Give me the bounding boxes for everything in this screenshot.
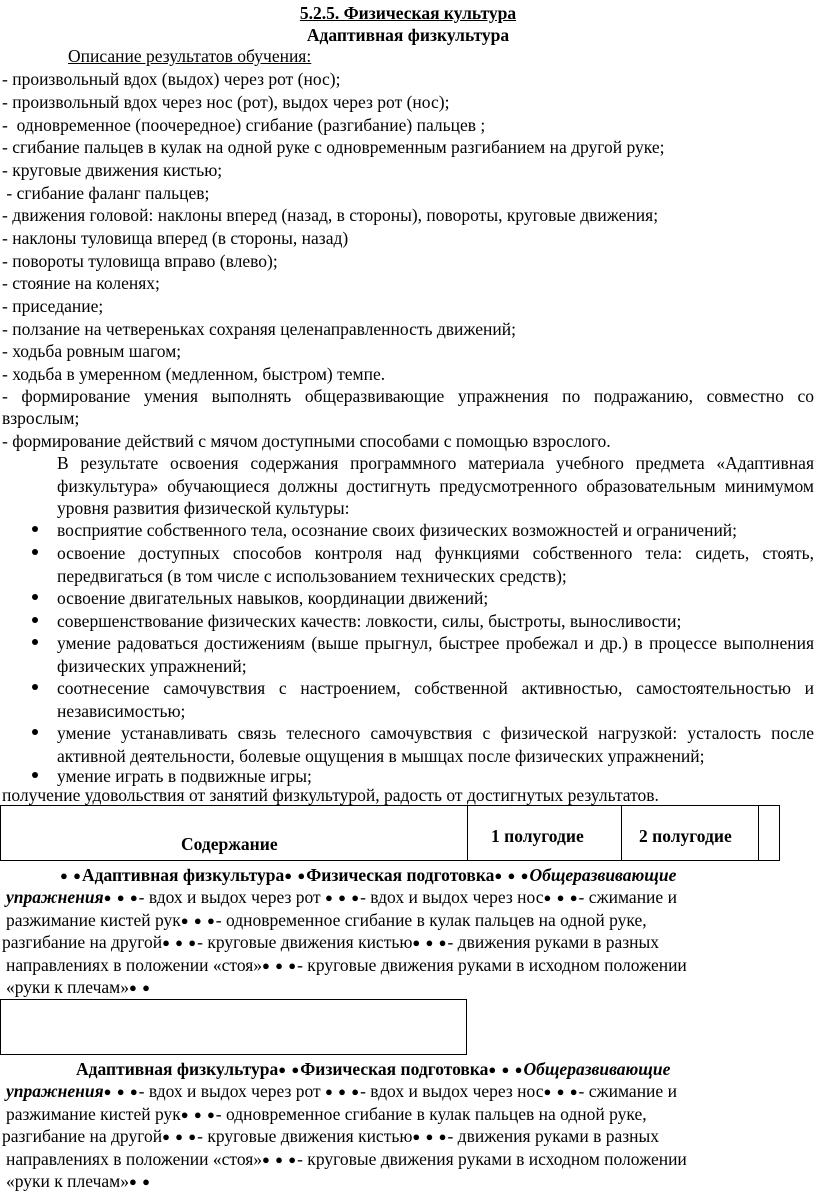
section-title: 5.2.5. Физическая культура (299, 3, 517, 23)
list-item: - ходьба в умеренном (медленном, быстром) темпе. (2, 364, 386, 384)
list-item: - наклоны туловища вперед (в стороны, назад) (2, 228, 349, 248)
bullet-item: восприятие собственного тела, осознание своих физических возможностей и ограничений; (32, 519, 816, 542)
results-paragraph: В результате освоения содержания программного материала учебного предмета «Адаптивная физкультура» обучающиеся должны достигнуть предусмотренного образовательным минимумом уровня развития физической культуры: (57, 453, 814, 518)
bullet-icon (32, 639, 38, 645)
content-table-header (0, 805, 780, 861)
list-item: - стояние на коленях; (2, 273, 160, 293)
list-item: - одновременное (поочередное) сгибание (разгибание) пальцев ; (2, 115, 486, 135)
bullet-item: совершенствование физических качеств: ловкости, силы, быстроты, выносливости; (32, 610, 816, 633)
column-header-half-1: 1 полугодие (491, 826, 584, 846)
bullet-item: умение играть в подвижные игры; (32, 765, 816, 788)
list-item: - произвольный вдох (выдох) через рот (нос); (2, 69, 341, 89)
bullet-item: освоение двигательных навыков, координации движений; (32, 587, 816, 610)
bullet-icon (32, 684, 38, 690)
bullet-icon (32, 594, 38, 600)
bullet-icon (32, 526, 38, 532)
list-item: - сгибание пальцев в кулак на одной руке с одновременным разгибанием на другой руке; (2, 137, 665, 157)
table-divider (467, 806, 468, 860)
bullet-item: освоение доступных способов контроля над функциями собственного тела: сидеть, стоять, передвигаться (в том числе с использованием технических средств); (32, 542, 816, 588)
list-item-continuation: взрослым; (2, 408, 80, 428)
bullet-icon (32, 729, 38, 735)
bullet-icon (32, 617, 38, 623)
list-item: - формирование действий с мячом доступными способами с помощью взрослого. (2, 431, 611, 451)
bullet-icon (32, 772, 38, 778)
column-header-half-2: 2 полугодие (639, 826, 732, 846)
list-item: - произвольный вдох через нос (рот), выдох через рот (нос); (2, 92, 450, 112)
column-header-content: Содержание (181, 834, 278, 854)
closing-line: получение удовольствия от занятий физкультурой, радость от достигнутых результатов. (2, 785, 659, 805)
results-heading: Описание результатов обучения: (68, 46, 312, 66)
subject-subtitle: Адаптивная физкультура (306, 25, 510, 45)
bullet-icon (32, 549, 38, 555)
list-item: - повороты туловища вправо (влево); (2, 251, 278, 271)
list-item: - формирование умения выполнять общеразвивающие упражнения по подражанию, совместно со (2, 386, 814, 406)
empty-table-cell (0, 999, 467, 1055)
list-item: - приседание; (2, 296, 104, 316)
table-divider (621, 806, 622, 860)
list-item: - движения головой: наклоны вперед (назад, в стороны), повороты, круговые движения; (2, 205, 659, 225)
document-page: 5.2.5. Физическая культура Адаптивная физкультура Описание результатов обучения: - произвольный вдох (выдох) через рот (нос); - произвольный вдох через нос (рот), выдох через рот (нос); - одновременное (поочередное) сгибание (разгибание) пальцев ; - сгибание пальцев в кулак на одной руке с одновременным разгибанием на другой руке; - круговые движения кистью; - сгибание фаланг пальцев; - движения головой: наклоны вперед (назад, в стороны), повороты, круговые движения; - наклоны туловища вперед (в стороны, назад) - повороты туловища вправо (влево); - стояние на коленях; - приседание; - ползание на четвереньках сохраняя целенаправленность движений; - ходьба ровным шагом; - ходьба в умеренном (медленном, быстром) темпе. - формирование умения выполнять общеразвивающие упражнения по подражанию, совместно со взрослым; - формирование действий с мячом доступными способами с помощью взрослого. В результате освоения содержания программного материала учебного предмета «Адаптивная физкультура» обучающиеся должны достигнуть предусмотренного образовательным минимумом уровня развития физической культуры: восприятие собственного тела, осознание своих физических возможностей и ограничений; освоение доступных способов контроля над функциями собственного тела: сидеть, стоять, передвигаться (в том числе с использованием технических средств); освоение двигательных навыков, координации движений; совершенствование физических качеств: ловкости, силы, быстроты, выносливости; умение радоваться достижениям (выше прыгнул, быстрее пробежал и др.) в процессе выполнения физических упражнений; соотнесение самочувствия с настроением, собственной активностью, самостоятельностью и независимостью; умение устанавливать связь телесного самочувствия с физической нагрузкой: усталость после активной деятельности, болевые ощущения в мышцах после физических упражнений; умение играть в подвижные игры; получение удовольствия от занятий физкультурой, радость от достигнутых результатов. Содержание 1 полугодие 2 полугодие ● ●Адаптивная физкультура● ●Физическая подготовка● ● ●Общеразвивающие упражнения● ● ●- вдох и выдох через рот ● ● ●- вдох и выдох через нос● ● ●- сжимание и разжимание кистей рук● ● ●- одновременное сгибание в кулак пальцев на одной руке, разгибание на другой● ● ●- круговые движения кистью● ● ●- движения руками в разных направлениях в положении «стоя»● ● ●- круговые движения руками в исходном положении «руки к плечам»● ● Адаптивная физкультура● ●Физическая подготовка● ● ●Общеразвивающие упражнения● ● ●- вдох и выдох через рот ● ● ●- вдох и выдох через нос● ● ●- сжимание и разжимание кистей рук● ● ●- одновременное сгибание в кулак пальцев на одной руке, разгибание на другой● ● ●- круговые движения кистью● ● ●- движения руками в разных направлениях в положении «стоя»● ● ●- круговые движения руками в исходном положении «руки к плечам»● ● (2, 3, 814, 1191)
bullet-item: умение радоваться достижениям (выше прыгнул, быстрее пробежал и др.) в процессе выполнения физических упражнений; (32, 632, 816, 678)
bullet-item: соотнесение самочувствия с настроением, собственной активностью, самостоятельностью и независимостью; (32, 677, 816, 723)
list-item: - ползание на четвереньках сохраняя целенаправленность движений; (2, 319, 516, 339)
table-divider (758, 806, 759, 860)
list-item: - ходьба ровным шагом; (2, 341, 182, 361)
list-item: - сгибание фаланг пальцев; (2, 183, 210, 203)
list-item: - круговые движения кистью; (2, 160, 223, 180)
bullet-item: умение устанавливать связь телесного самочувствия с физической нагрузкой: усталость после активной деятельности, болевые ощущения в мышцах после физических упражнений; (32, 722, 816, 768)
